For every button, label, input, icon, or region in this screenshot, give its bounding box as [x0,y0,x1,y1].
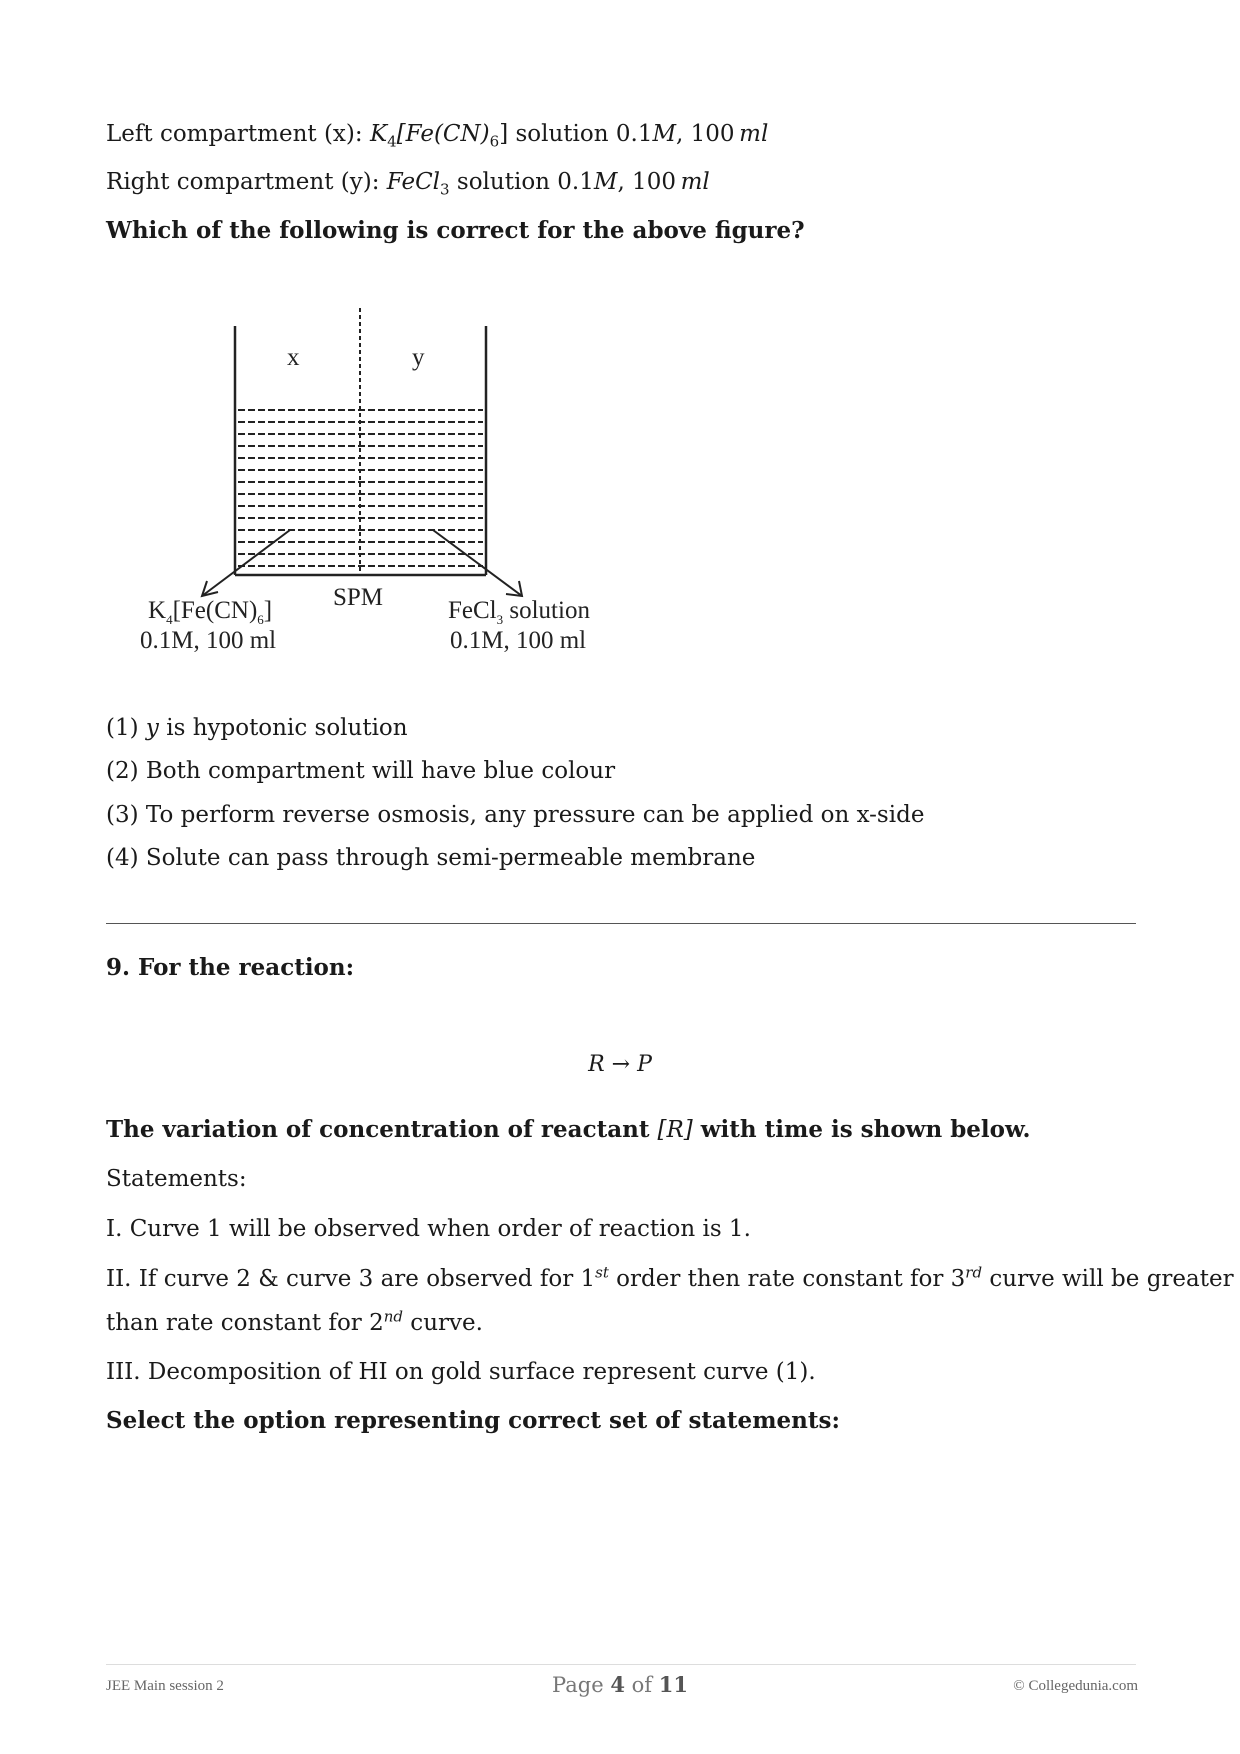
left-compartment-line: Left compartment (x): $K_4[Fe(CN)_6]$ solution 0.1M, 100 ml [106,121,769,151]
right-compartment-formula: FeCl$_3$ [386,169,450,199]
right-solution-formula: FeCl$_3$ solution [448,597,590,627]
statement-1: I. Curve 1 will be observed when order of reaction is 1. [106,1216,751,1242]
question-text: Which of the following is correct for the above figure? [106,217,805,244]
label-spm: SPM [333,584,384,611]
osmosis-diagram [130,300,650,670]
statement-3: III. Decomposition of HI on gold surface represent curve (1). [106,1359,816,1385]
footer-divider [106,1664,1136,1665]
option-3[interactable]: (3) To perform reverse osmosis, any pressure can be applied on x-side [106,802,925,828]
footer-exam-name: JEE Main session 2 [106,1678,224,1694]
statement-2-cont: than rate constant for 2nd curve. [106,1307,483,1336]
right-compartment-label: Right compartment (y): [106,169,380,195]
reaction-equation: R → P [588,1052,652,1077]
label-y: y [412,344,425,371]
footer-copyright: © Collegedunia.com [1013,1678,1138,1694]
right-solution-conc: 0.1M, 100 ml [450,627,587,654]
variation-text: The variation of concentration of reactant [R] with time is shown below. [106,1116,1031,1143]
select-prompt: Select the option representing correct set of statements: [106,1407,840,1434]
option-4[interactable]: (4) Solute can pass through semi-permeable membrane [106,845,756,871]
page-indicator: Page 4 of 11 [552,1672,688,1697]
q9-heading: 9. For the reaction: [106,954,355,981]
statements-label: Statements: [106,1166,247,1192]
left-solution-conc: 0.1M, 100 ml [140,627,277,654]
option-1[interactable]: (1) y is hypotonic solution [106,715,408,741]
statement-2: II. If curve 2 & curve 3 are observed for 1st order then rate constant for 3rd curve will be greater [106,1263,1234,1292]
option-2[interactable]: (2) Both compartment will have blue colour [106,758,616,784]
left-compartment-formula: $K_4[Fe(CN)_6]$ [369,121,509,151]
left-compartment-label: Left compartment (x): [106,121,363,147]
right-compartment-line: Right compartment (y): FeCl$_3$ solution 0.1M, 100 ml [106,169,710,199]
label-x: x [287,344,300,371]
section-divider [106,923,1136,924]
left-solution-formula: $K_4[Fe(CN)_6]$ [148,597,273,627]
